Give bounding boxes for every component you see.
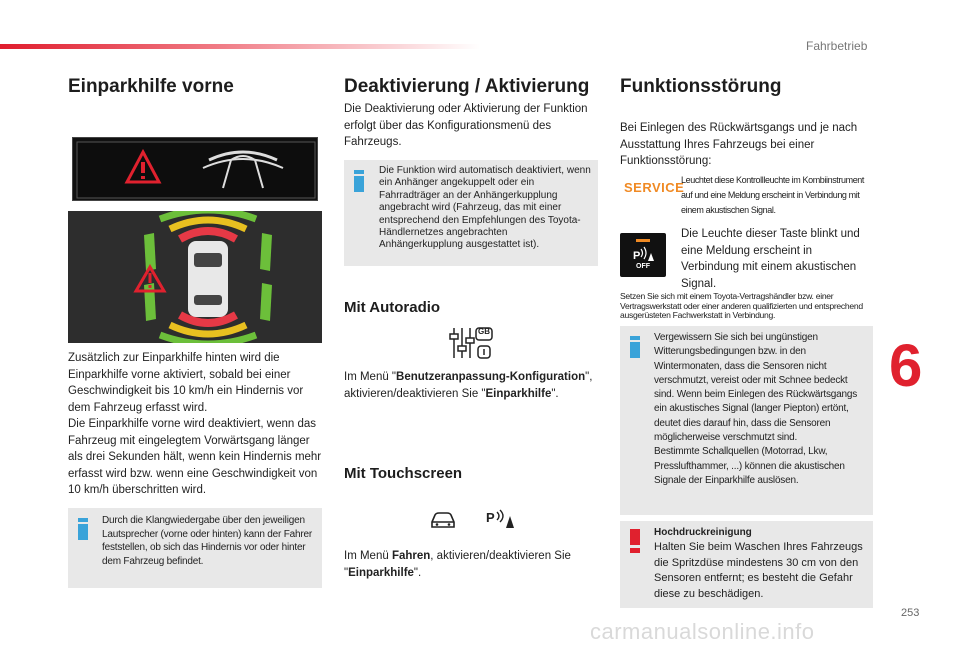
info-icon	[354, 170, 364, 192]
col3-intro: Bei Einlegen des Rückwärtsgangs und je nach Ausstattung Ihres Fahrzeugs bei einer Funktionsstörung:	[620, 122, 858, 167]
gb-label: GB	[478, 327, 490, 336]
settings-sliders-icon	[448, 326, 494, 360]
service-warning-icon: SERVICE	[624, 180, 685, 195]
info-icon	[78, 518, 88, 540]
park-assist-icon	[486, 508, 516, 530]
col3-warning-box	[620, 521, 873, 608]
col1-body: Zusätzlich zur Einparkhilfe hinten wird die Einparkhilfe vorne aktiviert, sobald bei einer Geschwindigkeit bis 10 km/h ein Hindernis vor dem Fahrzeug erfasst wird. Die Einparkhilfe vorne wird deaktiviert, wenn das Fahrzeug mit eingelegtem Vorwärtsgang länger als drei Sekunden hält, wenn kein Hindernis mehr erfasst wird bzw. wenn eine Geschwindigkeit von 10 km/h überschritten wird.	[68, 352, 322, 496]
warning-title: Hochdruckreinigung	[654, 527, 752, 538]
col2-intro: Die Deaktivierung oder Aktivierung der Funktion erfolgt über das Konfigurationsmenü des Fahrzeugs.	[344, 103, 588, 148]
svg-text:P: P	[633, 250, 641, 262]
page-number: 253	[901, 607, 920, 619]
radio-instruction: Im Menü "Benutzeranpassung-Konfiguration", aktivieren/deaktivieren Sie "Einparkhilfe".	[344, 371, 593, 400]
col1-info-box	[68, 508, 322, 588]
col2-info-text: Die Funktion wird automatisch deaktiviert, wenn ein Anhänger angekuppelt oder ein Fahrradträger an der Anhängerkupplung angebracht wird (Fahrzeug, das mit einer entsprechend den Empfehlungen des Toyota-Händlernetzes angebrachten Anhängerkupplung ausgestattet ist).	[379, 165, 591, 251]
col3-info-text: Vergewissern Sie sich bei ungünstigen Witterungsbedingungen bzw. in den Wintermonaten, dass die Sensoren nicht verschmutzt, vereist oder mit Schnee bedeckt sind. Wenn beim Einlegen des Rückwärtsgangs ein akustisches Signal (langer Piepton) ertönt, deutet dies darauf hin, dass die Sensoren möglicherweise verschmutzt sind. Bestimmte Schallquellen (Motorrad, Lkw, Presslufthammer, ...) können die akustischen Signale der Einparkhilfe auslösen.	[654, 332, 857, 486]
warning-text: Halten Sie beim Waschen Ihres Fahrzeugs die Spritzdüse mindestens 30 cm von den Sensoren entfernt; es besteht die Gefahr diese zu beschädigen.	[654, 541, 863, 600]
off-label: OFF	[636, 263, 650, 270]
parking-sensor-image	[68, 211, 322, 343]
car-icon	[428, 510, 458, 530]
touchscreen-instruction: Im Menü Fahren, aktivieren/deaktivieren Sie "Einparkhilfe".	[344, 550, 571, 579]
info-icon	[630, 336, 640, 358]
exclamation-icon	[630, 529, 640, 553]
svg-text:P: P	[486, 510, 495, 525]
dashboard-display-image	[72, 137, 318, 201]
col1-info-text: Durch die Klangwiedergabe über den jeweiligen Lautsprecher (vorne oder hinten) kann der Fahrer feststellen, ob sich das Hindernis vor oder hinter dem Fahrzeug befindet.	[102, 515, 312, 567]
watermark: carmanualsonline.info	[590, 619, 815, 644]
section-label: Fahrbetrieb	[806, 39, 868, 53]
chapter-number: 6	[889, 332, 923, 399]
contact-dealer-text: Setzen Sie sich mit einem Toyota-Vertragshändler bzw. einer Vertragswerkstatt oder einer anderen qualifizierten und entsprechend ausgerüsteten Fachwerkstatt in Verbindung.	[620, 291, 863, 320]
service-text: Leuchtet diese Kontrollleuchte im Kombiinstrument auf und eine Meldung erscheint in Verbindung mit einem akustischen Signal.	[681, 175, 865, 215]
touchscreen-heading: Mit Touchscreen	[344, 465, 463, 482]
col3-info-box	[620, 326, 873, 515]
radio-heading: Mit Autoradio	[344, 299, 441, 316]
col2-info-box	[344, 160, 598, 266]
col2-title: Deaktivierung / Aktivierung	[344, 76, 590, 97]
col3-title: Funktionsstörung	[620, 76, 782, 97]
col1-title: Einparkhilfe vorne	[68, 76, 234, 97]
header-accent-bar	[0, 44, 480, 49]
park-assist-off-button-icon	[620, 233, 666, 277]
off-text: Die Leuchte dieser Taste blinkt und eine Meldung erscheint in Verbindung mit einem akustischen Signal.	[681, 228, 860, 290]
